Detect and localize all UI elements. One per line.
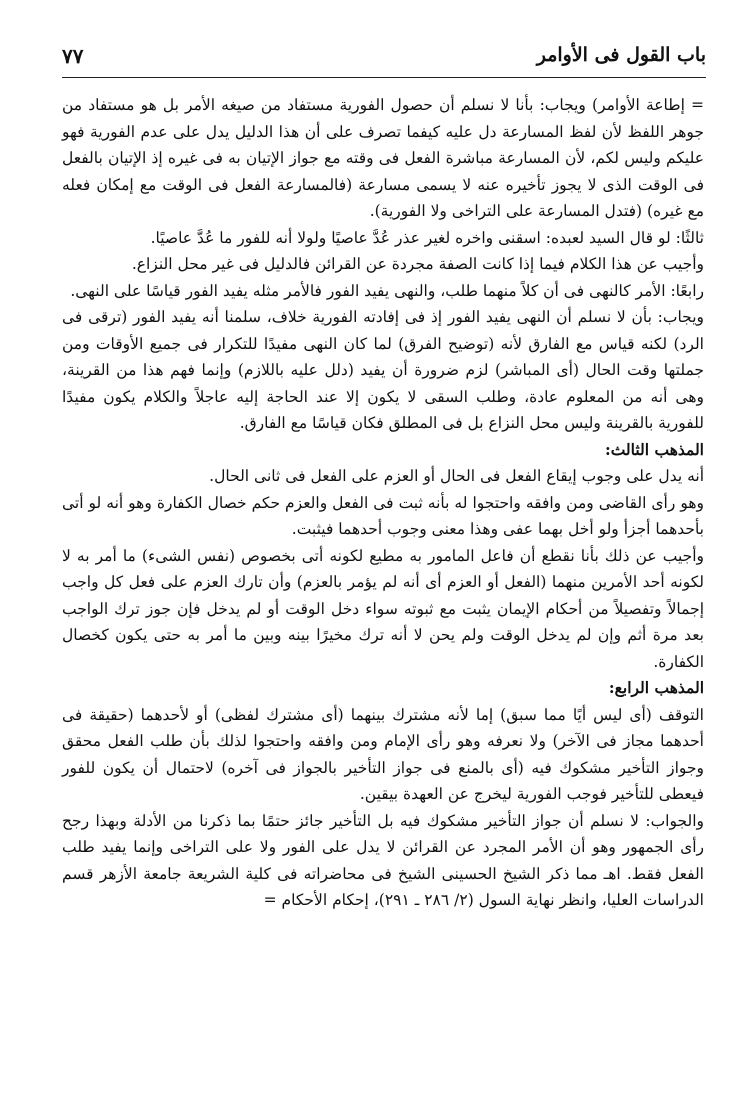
running-title: باب القول فى الأوامر <box>536 44 706 66</box>
paragraph-1: = إطاعة الأوامر) ويجاب: بأنا لا نسلم أن حصول الفورية مستفاد من صيغه الأمر بل هو مستفاد من جوهر اللفظ لأن لفظ المسارعة دل عليه كيفما تصرف على أن هذا الدليل يدل على عدم الفورية فهو عليكم وليس لكم، لأن المسارعة مباشرة الفعل فى وقته مع جواز الإتيان به فى غيره إذ الإتيان بالفعل فى الوقت الذى لا يجوز تأخيره عنه لا يسمى مسارعة (فالمسارعة الفعل فى الوقت مع إمكان فعله مع غيره) (فتدل المسارعة على التراخى ولا الفورية). <box>62 96 704 220</box>
paragraph-7: وهو رأى القاضى ومن وافقه واحتجوا له بأنه ثبت فى الفعل والعزم حكم خصال الكفارة وهو أنه لو أتى بأحدهما أجزأ ولو أخل بهما عفى وهذا معنى وجوب أحدهما فيثبت. <box>62 493 704 538</box>
section-heading-fourth: المذهب الرابع: <box>608 678 704 697</box>
paragraph-4: رابعًا: الأمر كالنهى فى أن كلاً منهما طلب، والنهى يفيد الفور فالأمر مثله يفيد الفور قياسًا على النهى. <box>70 281 704 300</box>
section-heading-third: المذهب الثالث: <box>604 439 704 459</box>
paragraph-6: أنه يدل على وجوب إيقاع الفعل فى الحال أو العزم على الفعل فى ثانى الحال. <box>209 467 704 485</box>
page-number: ٧٧ <box>62 44 84 68</box>
paragraph-3: وأجيب عن هذا الكلام فيما إذا كانت الصفة مجردة عن القرائن فالدليل فى غير محل النزاع. <box>131 255 704 273</box>
page-header <box>62 38 706 78</box>
paragraph-9: التوقف (أى ليس أيًا مما سبق) إما لأنه مشترك بينهما (أى مشترك لفظى) أو لأحدهما (حقيقة فى أحدهما مجاز فى الآخر) ولا نعرفه وهو رأى الإمام ومن وافقه واحتجوا لذلك بأن طلب الفعل محقق وجواز التأخير مشكوك فيه (أى بالمنع فى جواز التأخير بالجواز فى آخره) لاحتمال أن يكون للفور فيعطى للتأخير فوجب الفورية ليخرج عن العهدة بيقين. <box>62 705 704 803</box>
paragraph-8: وأجيب عن ذلك بأنا نقطع أن فاعل المامور به مطيع لكونه أتى بخصوص (نفس الشىء) ما أمر به لا لكونه أحد الأمرين منهما (الفعل أو العزم أى أنه لم يؤمر بالعزم) وأن تارك العزم على فعل كل واجب إجمالاً وتفصيلاً من أحكام الإيمان يثبت مع ثبوته سواء دخل الوقت أو لم يدخل فإن جوز ترك الواجب بعد مرة أثم وإن لم يدخل الوقت ولم يحن لا أنه ترك مخيرًا بينه وبين ما أمر به حتى يكون كخصال الكفارة. <box>62 546 704 671</box>
paragraph-5: ويجاب: بأن لا نسلم أن النهى يفيد الفور إذ فى إفادته الفورية خلاف، سلمنا أنه يفيد الفور (ترقى فى الرد) لكنه قياس مع الفارق لأنه (توضيح الفرق) لما كان النهى مفيدًا للتكرار فى جميع الأوقات ومن جملتها وقت الحال (أى المباشر) لزم ضرورة أن يفيد (دلل عليه باللازم) وإنما فهم هذا من القرينة، وهى أنه من المعلوم عادة، وطلب السقى لا يكون إلا عند الحاجة إليه عاجلاً والكلام يكون مفيدًا للفورية بالقرينة وليس محل النزاع بل فى المطلق فكان قياسًا مع الفارق. <box>62 308 704 432</box>
paragraph-10: والجواب: لا نسلم أن جواز التأخير مشكوك فيه بل التأخير جائز حتمًا بما ذكرنا من الأدلة وبهذا رجح رأى الجمهور وهو أن الأمر المجرد عن القرائن لا يدل على الفور ولا على التراخى وإنما يفيد طلب الفعل فقط. اهـ مما ذكر الشيخ الحسينى الشيخ فى محاضراته فى كلية الشريعة جامعة الأزهر قسم الدراسات العليا، وانظر نهاية السول (٢/ ٢٨٦ ـ ٢٩١)، إحكام الأحكام = <box>62 811 704 909</box>
paragraph-2: ثالثًا: لو قال السيد لعبده: اسقنى واخره لغير عذر عُدَّ عاصيًا ولولا أنه للفور ما عُدَّ عاصيًا. <box>150 228 704 247</box>
page-body <box>62 92 704 914</box>
header-divider <box>62 77 706 78</box>
